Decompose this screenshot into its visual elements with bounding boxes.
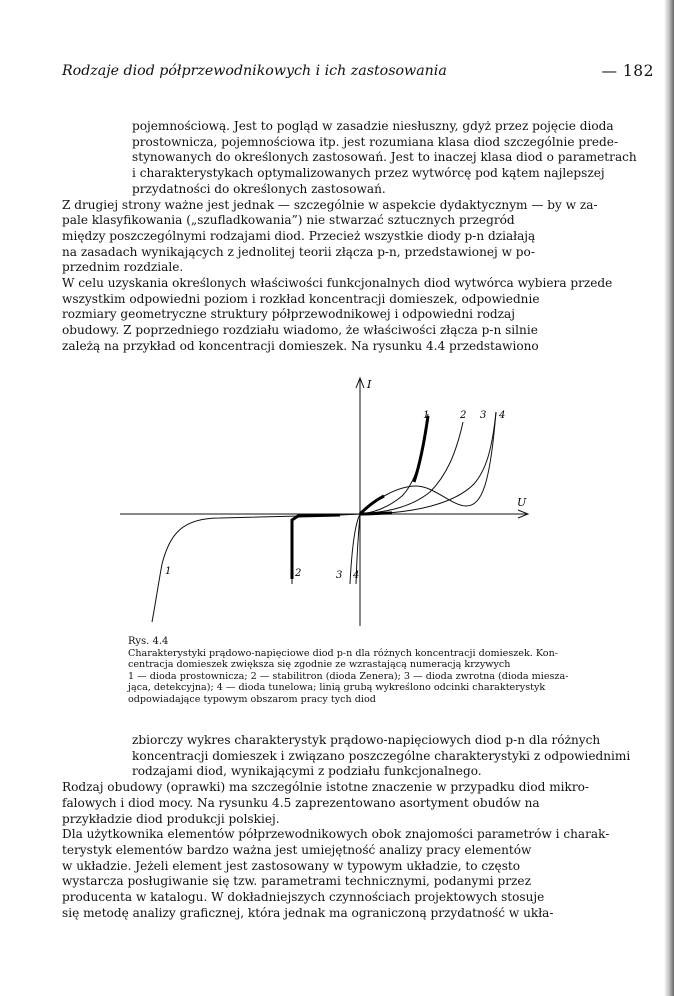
caption-line: jąca, detekcyjna); 4 — dioda tunelowa; linią grubą wykreślono odcinki charakterystyk [128, 682, 546, 693]
page-edge-shadow [664, 0, 674, 996]
text-line: pojemnościową. Jest to pogląd w zasadzie niesłuszny, gdyż przez pojęcie dioda [132, 119, 614, 133]
thick-segment-3 [360, 513, 392, 514]
text-line: terystyk elementów bardzo ważna jest umiejętność analizy pracy elementów [62, 842, 532, 857]
caption-line: Charakterystyki prądowo-napięciowe diod p-n dla różnych koncentracji domieszek. Kon- [128, 647, 559, 659]
axis-label-u: U [517, 496, 527, 509]
continued-paragraph-4 [62, 733, 652, 780]
caption-line: centracja domieszek zwiększa się zgodnie ze wzrastającą numeracją krzywych [128, 659, 511, 670]
text-line: stynowanych do określonych zastosowań. Jest to inaczej klasa diod o parametrach [132, 150, 637, 165]
text-line: przydatności do określonych zastosowań. [132, 181, 386, 196]
curve-label-1: 1 [423, 410, 430, 421]
text-line: wystarcza posługiwanie się tzw. parametrami technicznymi, podanymi przez [62, 874, 531, 889]
text-line: przykładzie diod produkcji polskiej. [62, 811, 280, 826]
iv-characteristics-figure [110, 374, 570, 629]
axis-label-i: I [367, 378, 372, 391]
text-line: zależą na przykład od koncentracji domieszek. Na rysunku 4.4 przedstawiono [62, 338, 539, 353]
paragraph-6 [62, 827, 652, 921]
thick-segment-1 [414, 416, 428, 482]
text-line: pale klasyfikowania („szufladkowania”) nie stwarzać sztucznych przegród [62, 213, 515, 228]
text-line: na zasadach wynikających z jednolitej teorii złącza p-n, przedstawionej w po- [62, 244, 535, 259]
curve-1-reverse [152, 514, 360, 622]
text-line: wszystkim odpowiedni poziom i rozkład koncentracji domieszek, odpowiednie [62, 291, 540, 306]
chapter-title: Rodzaje diod półprzewodnikowych i ich zastosowania [62, 63, 447, 79]
reverse-label-3: 3 [336, 570, 343, 581]
paragraph-5 [62, 780, 652, 827]
text-block-top [62, 119, 652, 355]
text-line: w układzie. Jeżeli element jest zastosowany w typowym układzie, to często [62, 858, 521, 873]
text-line: przednim rozdziale. [62, 260, 184, 275]
text-line: zbiorczy wykres charakterystyk prądowo-napięciowych diod p-n dla różnych [132, 733, 601, 747]
text-line: producenta w katalogu. W dokładniejszych czynnościach projektowych stosuje [62, 890, 545, 905]
running-header [62, 63, 658, 85]
paragraph-3 [62, 276, 652, 355]
curve-label-2: 2 [460, 410, 467, 421]
figure-caption [128, 636, 654, 705]
text-line: rodzajami diod, wynikającymi z podziału funkcjonalnego. [132, 764, 482, 779]
caption-line: 1 — dioda prostownicza; 2 — stabilitron (dioda Zenera); 3 — dioda zwrotna (dioda miesza- [128, 670, 569, 682]
text-line: Dla użytkownika elementów półprzewodnikowych obok znajomości parametrów i charak- [62, 827, 610, 842]
text-line: obudowy. Z poprzedniego rozdziału wiadomo, że właściwości złącza p-n silnie [62, 323, 538, 338]
text-line: koncentracji domieszek i związano poszczególne charakterystyki z odpowiednimi [132, 748, 631, 763]
text-block-bottom [62, 733, 652, 921]
reverse-label-4: 4 [353, 570, 360, 581]
caption-label: Rys. 4.4 [128, 636, 169, 647]
page-number: — 182 [601, 62, 654, 80]
text-line: W celu uzyskania określonych właściwości funkcjonalnych diod wytwórca wybiera przede [62, 276, 613, 291]
text-line: Rodzaj obudowy (oprawki) ma szczególnie istotne znaczenie w przypadku diod mikro- [62, 780, 590, 795]
text-line: rozmiary geometryczne struktury półprzewodnikowej i odpowiedni rodzaj [62, 307, 515, 322]
text-line: się metodę analizy graficznej, która jednak ma ograniczoną przydatność w ukła- [62, 905, 554, 920]
paragraph-2 [62, 198, 652, 277]
text-line: między poszczególnymi rodzajami diod. Przecież wszystkie diody p-n działają [62, 228, 536, 243]
continued-paragraph [62, 119, 652, 198]
text-line: prostownicza, pojemnościowa itp. jest rozumiana klasa diod szczególnie prede- [132, 134, 619, 149]
reverse-label-2: 2 [295, 568, 302, 579]
text-line: i charakterystykach optymalizowanych przez wytwórcę pod kątem najlepszej [132, 166, 605, 181]
caption-line: odpowiadające typowym obszarom pracy tych diod [128, 693, 376, 705]
text-line: Z drugiej strony ważne jest jednak — szczególnie w aspekcie dydaktycznym — by w za- [62, 197, 598, 212]
reverse-label-1: 1 [165, 566, 172, 577]
text-line: falowych i diod mocy. Na rysunku 4.5 zaprezentowano asortyment obudów na [62, 795, 540, 810]
curve-label-4: 4 [499, 410, 506, 421]
curve-label-3: 3 [480, 410, 487, 421]
curve-2-reverse [292, 514, 360, 584]
